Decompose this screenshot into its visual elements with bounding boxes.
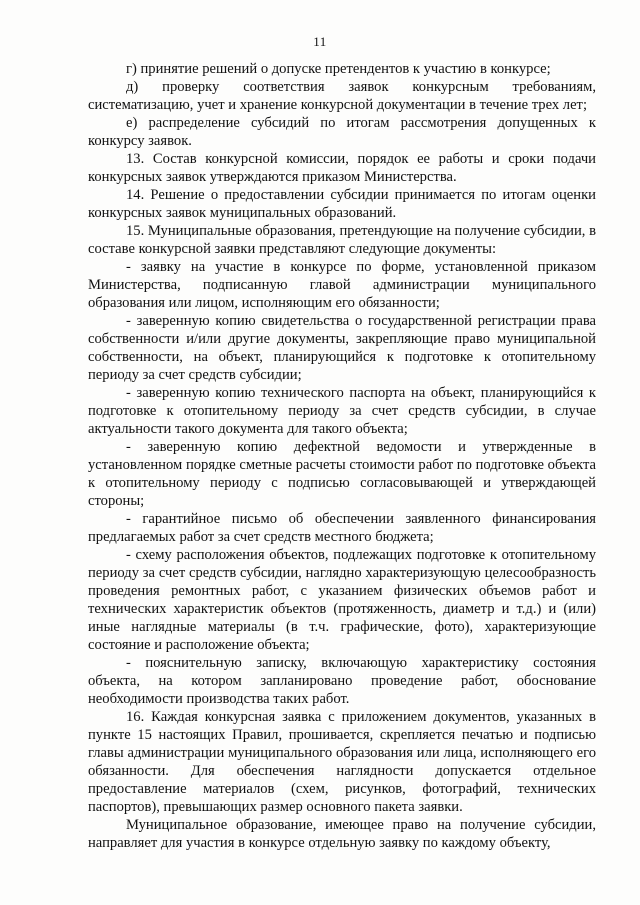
list-item-technical-passport: - заверенную копию технического паспорта на объект, планирующийся к подготовке к отопительному периоду за счет средств субсидии, в случае актуальности такого документа для такого объекта; <box>88 385 596 437</box>
list-item-explanatory-note: - пояснительную записку, включающую характеристику состояния объекта, на котором запланировано проведение работ, обоснование необходимости производства таких работ. <box>88 655 596 707</box>
list-item-defect-statement: - заверенную копию дефектной ведомости и утвержденные в установленном порядке сметные расчеты стоимости работ по подготовке объекта к отопительному периоду с подписью согласовывающей и утверждающей стороны; <box>88 439 596 509</box>
paragraph-item-e: е) распределение субсидий по итогам рассмотрения допущенных к конкурсу заявок. <box>88 115 596 149</box>
paragraph-separate-application: Муниципальное образование, имеющее право на получение субсидии, направляет для участия в конкурсе отдельную заявку по каждому объекту, <box>88 817 596 851</box>
paragraph-clause-15: 15. Муниципальные образования, претендующие на получение субсидии, в составе конкурсной заявки представляют следующие документы: <box>88 223 596 257</box>
list-item-guarantee-letter: - гарантийное письмо об обеспечении заявленного финансирования предлагаемых работ за счет средств местного бюджета; <box>88 511 596 545</box>
page-number: 11 <box>313 34 327 49</box>
paragraph-clause-16: 16. Каждая конкурсная заявка с приложением документов, указанных в пункте 15 настоящих Правил, прошивается, скрепляется печатью и подписью главы администрации муниципального образования или лица, исполняющего его обязанности. Для обеспечения наглядности допускается отдельное предоставление материалов (схем, рисунков, фотографий, технических паспортов), превышающих размер основного пакета заявки. <box>88 709 596 815</box>
paragraph-item-d: д) проверку соответствия заявок конкурсным требованиям, систематизацию, учет и хранение конкурсной документации в течение трех лет; <box>88 79 596 113</box>
list-item-location-scheme: - схему расположения объектов, подлежащих подготовке к отопительному периоду за счет средств субсидии, наглядно характеризующую целесообразность проведения ремонтных работ, с указанием физических объемов работ и технических характеристик объектов (протяженность, диаметр и т.д.) и (или) иные наглядные материалы (в т.ч. графические, фото), характеризующие состояние и расположение объекта; <box>88 547 596 653</box>
list-item-ownership-certificate: - заверенную копию свидетельства о государственной регистрации права собственности и/или другие документы, закрепляющие право муниципальной собственности, на объект, планирующийся к подготовке к отопительному периоду за счет средств субсидии; <box>88 313 596 383</box>
document-body <box>88 60 596 852</box>
paragraph-clause-13: 13. Состав конкурсной комиссии, порядок ее работы и сроки подачи конкурсных заявок утверждаются приказом Министерства. <box>88 151 596 185</box>
list-item-application: - заявку на участие в конкурсе по форме, установленной приказом Министерства, подписанную главой администрации муниципального образования или лицом, исполняющим его обязанности; <box>88 259 596 311</box>
paragraph-clause-14: 14. Решение о предоставлении субсидии принимается по итогам оценки конкурсных заявок муниципальных образований. <box>88 187 596 221</box>
paragraph-item-g: г) принятие решений о допуске претендентов к участию в конкурсе; <box>126 61 551 77</box>
